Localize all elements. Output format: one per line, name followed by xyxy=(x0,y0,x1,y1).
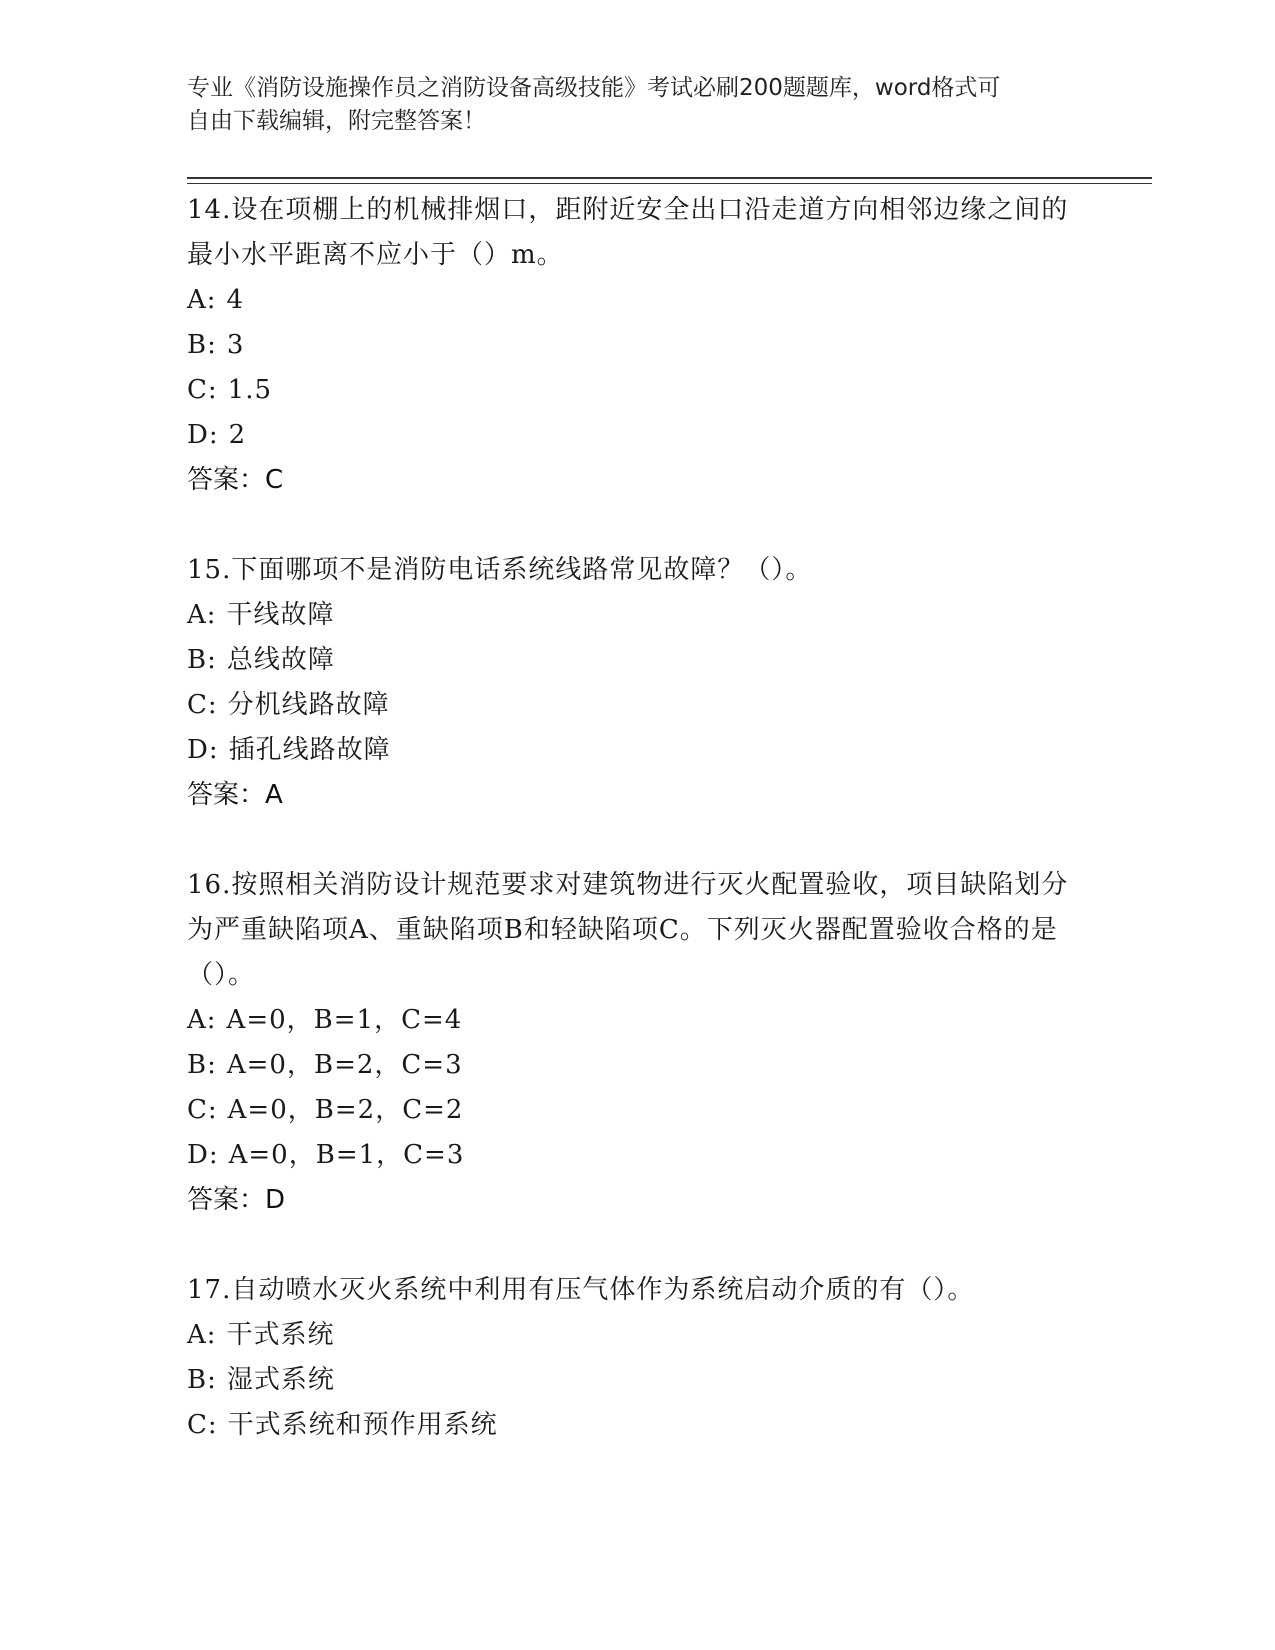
option-label: B: xyxy=(187,1050,217,1080)
option-c xyxy=(187,1088,1077,1133)
option-text: 干线故障 xyxy=(226,600,335,630)
option-text: 3 xyxy=(226,330,245,360)
answer-line: 答案：C xyxy=(187,465,284,495)
option-label: D: xyxy=(187,1140,219,1170)
header-divider-thin xyxy=(187,183,1152,184)
option-text: A=0，B=2，C=2 xyxy=(227,1095,464,1125)
option-d xyxy=(187,728,1077,773)
option-a xyxy=(187,1313,1077,1358)
option-b xyxy=(187,1358,1077,1403)
option-text: 4 xyxy=(226,285,245,315)
question-text: 17.自动喷水灭火系统中利用有压气体作为系统启动介质的有（）。 xyxy=(187,1275,975,1305)
question-17 xyxy=(187,1268,1077,1448)
answer-line: 答案：D xyxy=(187,1185,286,1215)
document-header xyxy=(187,72,1067,138)
option-text: 插孔线路故障 xyxy=(228,735,391,765)
answer-line: 答案：A xyxy=(187,780,283,810)
option-text: 总线故障 xyxy=(226,645,335,675)
option-label: C: xyxy=(187,375,218,405)
option-a xyxy=(187,278,1077,323)
option-text: A=0，B=2，C=3 xyxy=(226,1050,463,1080)
option-text: 干式系统 xyxy=(226,1320,335,1350)
option-text: A=0，B=1，C=4 xyxy=(226,1005,463,1035)
header-line-1: 专业《消防设施操作员之消防设备高级技能》考试必刷200题题库，word格式可 xyxy=(187,75,1001,101)
option-label: D: xyxy=(187,420,219,450)
header-divider-thick xyxy=(187,177,1152,179)
option-label: B: xyxy=(187,645,217,675)
question-16 xyxy=(187,863,1077,1223)
option-label: C: xyxy=(187,1410,218,1440)
option-label: D: xyxy=(187,735,219,765)
option-text: 1.5 xyxy=(227,375,273,405)
question-text: 15.下面哪项不是消防电话系统线路常见故障？（）。 xyxy=(187,555,813,585)
option-text: A=0，B=1，C=3 xyxy=(228,1140,465,1170)
option-a xyxy=(187,998,1077,1043)
header-line-2: 自由下载编辑，附完整答案！ xyxy=(187,108,486,134)
option-c xyxy=(187,368,1077,413)
option-label: B: xyxy=(187,1365,217,1395)
option-b xyxy=(187,638,1077,683)
option-label: B: xyxy=(187,330,217,360)
option-c xyxy=(187,1403,1077,1448)
option-c xyxy=(187,683,1077,728)
option-a xyxy=(187,593,1077,638)
question-text: 16.按照相关消防设计规范要求对建筑物进行灭火配置验收，项目缺陷划分为严重缺陷项A、重缺陷项B和轻缺陷项C。下列灭火器配置验收合格的是（）。 xyxy=(187,870,1069,990)
option-b xyxy=(187,1043,1077,1088)
question-list xyxy=(187,188,1077,1493)
option-d xyxy=(187,1133,1077,1178)
option-label: A: xyxy=(187,285,217,315)
option-text: 干式系统和预作用系统 xyxy=(227,1410,498,1440)
option-b xyxy=(187,323,1077,368)
option-label: A: xyxy=(187,1320,217,1350)
question-14 xyxy=(187,188,1077,503)
option-text: 2 xyxy=(228,420,247,450)
option-label: A: xyxy=(187,600,217,630)
option-label: C: xyxy=(187,1095,218,1125)
question-text: 14.设在项棚上的机械排烟口，距附近安全出口沿走道方向相邻边缘之间的最小水平距离不应小于（）m。 xyxy=(187,195,1069,270)
option-text: 湿式系统 xyxy=(226,1365,335,1395)
question-15 xyxy=(187,548,1077,818)
option-label: C: xyxy=(187,690,218,720)
option-d xyxy=(187,413,1077,458)
option-label: A: xyxy=(187,1005,217,1035)
option-text: 分机线路故障 xyxy=(227,690,390,720)
